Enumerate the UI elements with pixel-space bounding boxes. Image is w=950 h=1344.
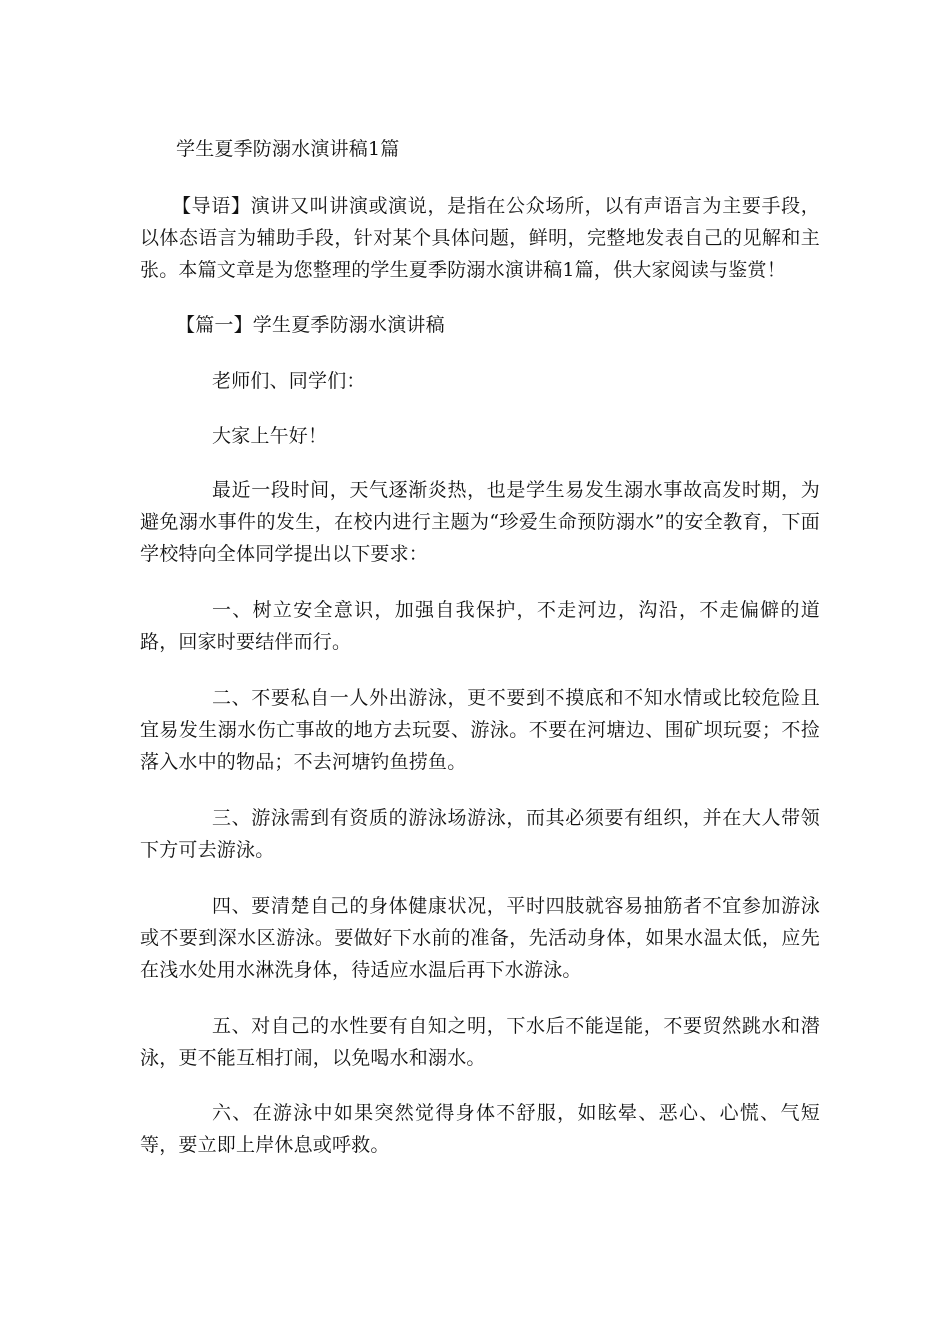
body-paragraph: 三、游泳需到有资质的游泳场游泳，而其必须要有组织，并在大人带领下方可去游泳。	[140, 807, 820, 861]
greeting: 大家上午好！	[212, 425, 328, 447]
salutation: 老师们、同学们：	[212, 370, 366, 392]
body-paragraph: 二、不要私自一人外出游泳，更不要到不摸底和不知水情或比较危险且宜易发生溺水伤亡事故的地方去玩耍、游泳。不要在河塘边、围矿坝玩耍；不捡落入水中的物品；不去河塘钓鱼捞鱼。	[140, 687, 820, 773]
intro-paragraph: 【导语】演讲又叫讲演或演说，是指在公众场所，以有声语言为主要手段，以体态语言为辅助手段，针对某个具体问题，鲜明，完整地发表自己的见解和主张。本篇文章是为您整理的学生夏季防溺水演讲稿1篇，供大家阅读与鉴赏！	[140, 195, 820, 281]
document-title: 学生夏季防溺水演讲稿1篇	[176, 138, 400, 160]
body-paragraph: 六、在游泳中如果突然觉得身体不舒服，如眩晕、恶心、心慌、气短等，要立即上岸休息或呼救。	[140, 1102, 820, 1156]
section-heading: 【篇一】学生夏季防溺水演讲稿	[176, 314, 445, 336]
body-paragraph: 最近一段时间，天气逐渐炎热，也是学生易发生溺水事故高发时期，为避免溺水事件的发生，在校内进行主题为“珍爱生命预防溺水”的安全教育，下面学校特向全体同学提出以下要求：	[140, 479, 820, 565]
body-paragraph: 五、对自己的水性要有自知之明，下水后不能逞能，不要贸然跳水和潜泳，更不能互相打闹，以免喝水和溺水。	[140, 1015, 820, 1069]
body-paragraph: 四、要清楚自己的身体健康状况，平时四肢就容易抽筋者不宜参加游泳或不要到深水区游泳。要做好下水前的准备，先活动身体，如果水温太低，应先在浅水处用水淋洗身体，待适应水温后再下水游泳。	[140, 895, 820, 981]
body-paragraph: 一、树立安全意识，加强自我保护，不走河边，沟沿，不走偏僻的道路，回家时要结伴而行。	[140, 599, 820, 653]
